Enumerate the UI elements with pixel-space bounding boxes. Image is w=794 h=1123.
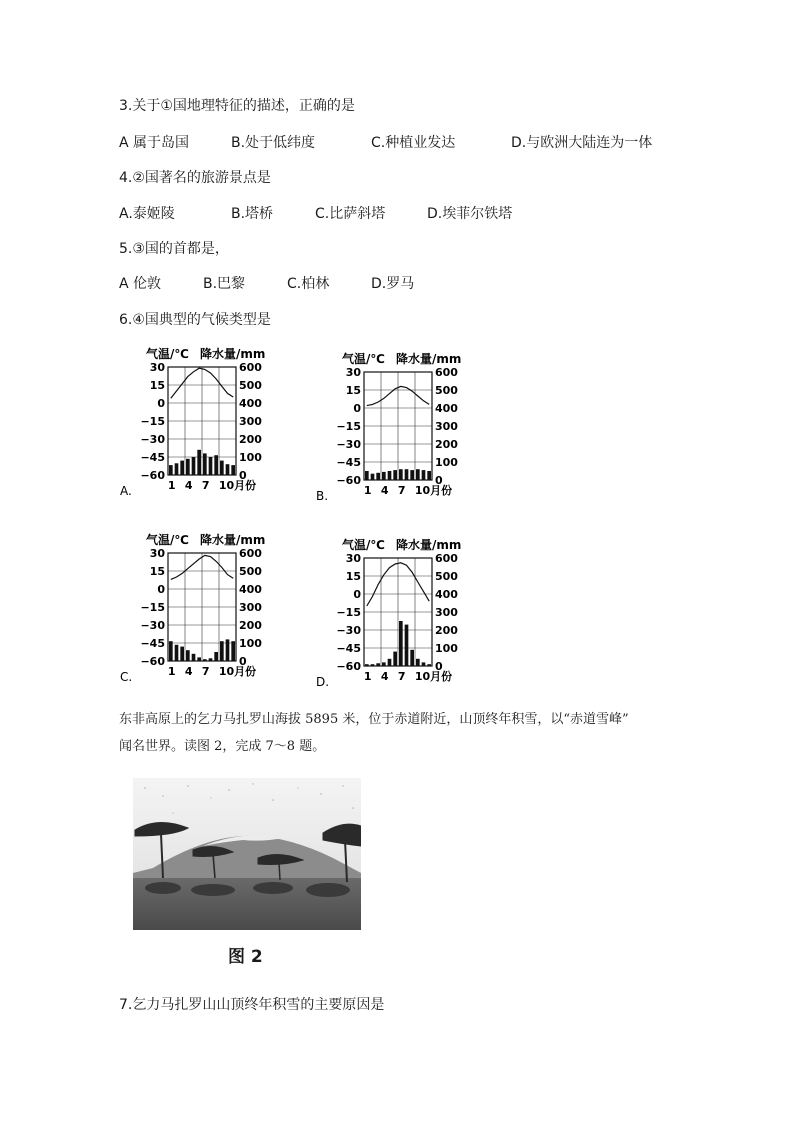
precip-tick-label: 600 [435,552,458,565]
passage-line-2: 闻名世界。读图 2，完成 7～8 题。 [119,739,326,754]
climate-chart-c-svg [116,531,296,683]
temp-tick-label: −15 [336,420,361,433]
temp-tick-label: −60 [336,660,361,673]
precip-bar [422,662,426,666]
precip-bar [399,469,403,480]
temp-tick-label: 30 [345,552,361,565]
precip-bar [393,652,397,666]
precip-bar [209,457,213,475]
precip-tick-label: 500 [435,384,458,397]
precip-bar [405,625,409,666]
month-tick-label: 10月份 [218,479,257,492]
precip-bar [371,474,375,480]
month-tick-label: 10月份 [414,484,453,497]
precip-tick-label: 500 [239,565,262,578]
q4-option-a: A.泰姬陵 [119,206,175,222]
precip-bar [416,469,420,480]
chart-choice-label: C. [120,670,133,683]
q3-option-c: C.种植业发达 [371,135,456,151]
temp-tick-label: 30 [345,366,361,379]
precip-bar [226,639,230,661]
precip-bar [175,645,179,661]
q7-stem: 7.乞力马扎罗山山顶终年积雪的主要原因是 [119,997,385,1013]
temp-tick-label: −60 [140,469,165,482]
precip-bar [192,654,196,661]
temp-tick-label: 15 [345,570,361,583]
precip-tick-label: 500 [239,379,262,392]
precip-bar [186,459,190,475]
precip-tick-label: 300 [239,415,262,428]
month-tick-label: 4 [380,484,389,497]
temp-tick-label: −15 [140,601,165,614]
precip-bar [376,663,380,666]
precip-bar [214,455,218,475]
precip-tick-label: 400 [435,588,458,601]
temp-tick-label: −60 [336,474,361,487]
temp-tick-label: −45 [140,637,165,650]
precip-bar [186,650,190,661]
precip-tick-label: 100 [239,637,262,650]
precip-tick-label: 0 [239,469,247,482]
chart-choice-label: A. [120,484,132,497]
precip-bar [226,464,230,475]
precip-bar [388,471,392,480]
q4-option-b: B.塔桥 [231,206,274,222]
precip-tick-label: 300 [435,606,458,619]
precip-bar [405,469,409,480]
precip-tick-label: 200 [239,619,262,632]
climate-chart-c [116,531,296,687]
q5-option-b: B.巴黎 [203,276,246,292]
precip-bar [382,662,386,666]
month-tick-label: 4 [380,670,389,683]
precip-bar [427,471,431,480]
precip-bar [214,652,218,661]
chart-choice-label: B. [316,489,329,502]
temp-tick-label: 30 [149,361,165,374]
precip-bar [410,470,414,480]
precip-axis-title: 降水量/mm [200,533,266,547]
month-tick-label: 1 [167,665,176,678]
precip-axis-title: 降水量/mm [396,538,462,552]
precip-tick-label: 200 [435,438,458,451]
precip-bar [192,457,196,475]
kilimanjaro-photo [133,778,361,930]
climate-chart-a-svg [116,345,296,497]
precip-tick-label: 600 [239,361,262,374]
climate-chart-d [312,536,492,692]
climate-chart-b [312,350,492,506]
climate-chart-a [116,345,296,501]
temp-tick-label: 30 [149,547,165,560]
precip-bar [427,664,431,666]
passage-line-1: 东非高原上的乞力马扎罗山海拔 5895 米，位于赤道附近，山顶终年积雪，以“赤道雪峰” [119,712,629,727]
precip-tick-label: 600 [435,366,458,379]
precip-bar [197,450,201,475]
temp-tick-label: −15 [336,606,361,619]
precip-bar [231,465,235,475]
temp-tick-label: 15 [345,384,361,397]
precip-bar [220,641,224,661]
chart-choice-label: D. [316,675,330,688]
precip-bar [169,465,173,475]
precip-tick-label: 400 [435,402,458,415]
temp-axis-title: 气温/℃ [146,347,189,361]
precip-tick-label: 300 [435,420,458,433]
q5-stem: 5.③国的首都是， [119,241,229,257]
precip-tick-label: 300 [239,601,262,614]
precip-tick-label: 0 [239,655,247,668]
precip-axis-title: 降水量/mm [396,352,462,366]
temp-tick-label: −15 [140,415,165,428]
q3-option-d: D.与欧洲大陆连为一体 [511,135,653,151]
temp-axis-title: 气温/℃ [342,538,385,552]
precip-bar [388,659,392,666]
q3-option-b: B.处于低纬度 [231,135,316,151]
precip-bar [416,659,420,666]
month-tick-label: 7 [397,670,406,683]
temp-axis-title: 气温/℃ [146,533,189,547]
q6-stem: 6.④国典型的气候类型是 [119,312,271,328]
temp-tick-label: −45 [336,642,361,655]
temp-tick-label: −60 [140,655,165,668]
temp-tick-label: −30 [336,438,361,451]
q5-option-a: A 伦敦 [119,276,162,292]
temp-tick-label: −45 [140,451,165,464]
precip-bar [231,641,235,661]
month-tick-label: 10月份 [414,670,453,683]
month-tick-label: 10月份 [218,665,257,678]
precip-bar [382,472,386,480]
precip-tick-label: 100 [239,451,262,464]
q3-option-a: A 属于岛国 [119,135,190,151]
climate-chart-d-svg [312,536,492,688]
q4-option-d: D.埃菲尔铁塔 [427,206,513,222]
precip-bar [175,463,179,475]
temp-tick-label: 15 [149,565,165,578]
precip-tick-label: 600 [239,547,262,560]
precip-bar [393,470,397,480]
precip-bar [371,664,375,666]
precip-tick-label: 0 [435,474,443,487]
temp-tick-label: 0 [157,583,165,596]
precip-tick-label: 200 [239,433,262,446]
precip-bar [365,471,369,480]
precip-bar [410,650,414,666]
precip-bar [220,461,224,475]
precip-tick-label: 200 [435,624,458,637]
precip-bar [197,657,201,661]
precip-bar [422,470,426,480]
month-tick-label: 4 [184,479,193,492]
precip-axis-title: 降水量/mm [200,347,266,361]
month-tick-label: 7 [397,484,406,497]
temp-tick-label: −30 [140,433,165,446]
q3-stem: 3.关于①国地理特征的描述，正确的是 [119,98,355,114]
month-tick-label: 7 [201,479,210,492]
q4-stem: 4.②国著名的旅游景点是 [119,170,271,186]
temp-tick-label: −30 [336,624,361,637]
precip-tick-label: 400 [239,583,262,596]
precip-tick-label: 500 [435,570,458,583]
temp-tick-label: 15 [149,379,165,392]
q5-option-c: C.柏林 [287,276,330,292]
temp-tick-label: −30 [140,619,165,632]
precip-bar [399,621,403,666]
month-tick-label: 1 [363,484,372,497]
month-tick-label: 1 [363,670,372,683]
temp-tick-label: 0 [157,397,165,410]
precip-bar [203,453,207,475]
precip-bar [180,647,184,661]
q4-option-c: C.比萨斜塔 [315,206,386,222]
month-tick-label: 4 [184,665,193,678]
precip-bar [365,664,369,666]
precip-bar [209,658,213,661]
temp-tick-label: 0 [353,402,361,415]
climate-chart-b-svg [312,350,492,502]
precip-tick-label: 100 [435,456,458,469]
precip-bar [203,659,207,661]
precip-tick-label: 100 [435,642,458,655]
precip-bar [376,473,380,480]
precip-bar [169,641,173,661]
precip-tick-label: 0 [435,660,443,673]
month-tick-label: 7 [201,665,210,678]
month-tick-label: 1 [167,479,176,492]
figure-caption: 图 2 [228,947,263,967]
precip-tick-label: 400 [239,397,262,410]
precip-bar [180,461,184,475]
q5-option-d: D.罗马 [371,276,415,292]
temp-tick-label: 0 [353,588,361,601]
temp-tick-label: −45 [336,456,361,469]
temp-axis-title: 气温/℃ [342,352,385,366]
